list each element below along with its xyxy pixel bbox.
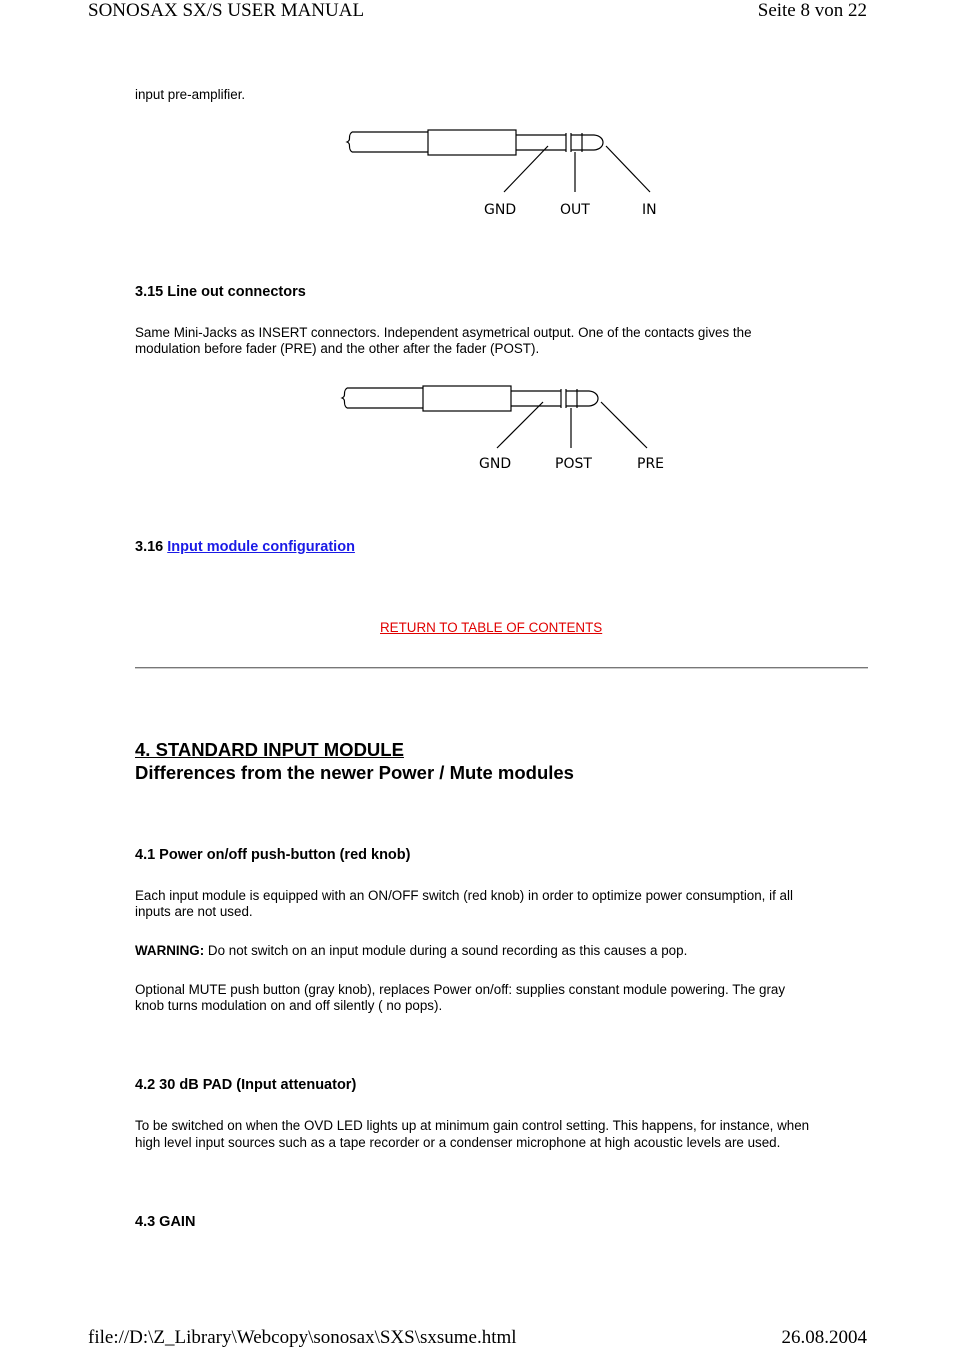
intro-text: input pre-amplifier. <box>135 87 246 102</box>
page-header-title: SONOSAX SX/S USER MANUAL <box>88 0 365 21</box>
label-gnd: GND <box>479 456 512 472</box>
jack-diagram-insert <box>340 122 670 222</box>
section-4-subtitle: Differences from the newer Power / Mute modules <box>135 762 574 783</box>
label-post: POST <box>555 456 592 472</box>
input-module-configuration-link[interactable]: Input module configuration <box>167 539 355 555</box>
warning-text: Do not switch on an input module during a sound recording as this causes a pop. <box>204 943 688 958</box>
section-4-1-heading: 4.1 Power on/off push-button (red knob) <box>135 847 411 863</box>
section-4-3-heading: 4.3 GAIN <box>135 1214 196 1230</box>
section-4-2-line1: To be switched on when the OVD LED lights up at minimum gain control setting. This happens, for instance, when <box>135 1118 810 1133</box>
section-4-1-p3-line1: Optional MUTE push button (gray knob), replaces Power on/off: supplies constant module powering. The gray <box>135 982 786 997</box>
footer-date: 26.08.2004 <box>781 1327 867 1348</box>
return-to-toc-link[interactable]: RETURN TO TABLE OF CONTENTS <box>380 620 603 635</box>
label-in: IN <box>642 202 657 218</box>
label-pre: PRE <box>637 456 665 472</box>
section-4-2-line2: high level input sources such as a tape recorder or a condenser microphone at high acoustic levels are used. <box>135 1135 781 1150</box>
section-3-15-text-line1: Same Mini-Jacks as INSERT connectors. Independent asymetrical output. One of the contacts gives the <box>135 325 752 340</box>
page-number: Seite 8 von 22 <box>757 0 867 21</box>
section-3-16-heading <box>135 539 355 555</box>
label-gnd: GND <box>484 202 517 218</box>
section-3-16-prefix: 3.16 <box>135 539 168 555</box>
jack-diagram-line-out <box>335 376 665 476</box>
section-4-1-p1-line2: inputs are not used. <box>135 904 253 919</box>
section-4-2-heading: 4.2 30 dB PAD (Input attenuator) <box>135 1077 357 1093</box>
footer-file-path: file://D:\Z_Library\Webcopy\sonosax\SXS\sxsume.html <box>88 1327 517 1348</box>
warning-label: WARNING: <box>135 943 205 958</box>
section-4-title: 4. STANDARD INPUT MODULE <box>135 739 404 760</box>
label-out: OUT <box>560 202 590 218</box>
section-3-15-text-line2: modulation before fader (PRE) and the other after the fader (POST). <box>135 341 540 356</box>
section-4-1-p1-line1: Each input module is equipped with an ON/OFF switch (red knob) in order to optimize power consumption, if all <box>135 888 793 903</box>
warning-paragraph <box>135 942 687 959</box>
section-3-15-heading: 3.15 Line out connectors <box>135 284 306 300</box>
section-divider <box>135 667 868 669</box>
section-4-1-p3-line2: knob turns modulation on and off silently ( no pops). <box>135 998 443 1013</box>
